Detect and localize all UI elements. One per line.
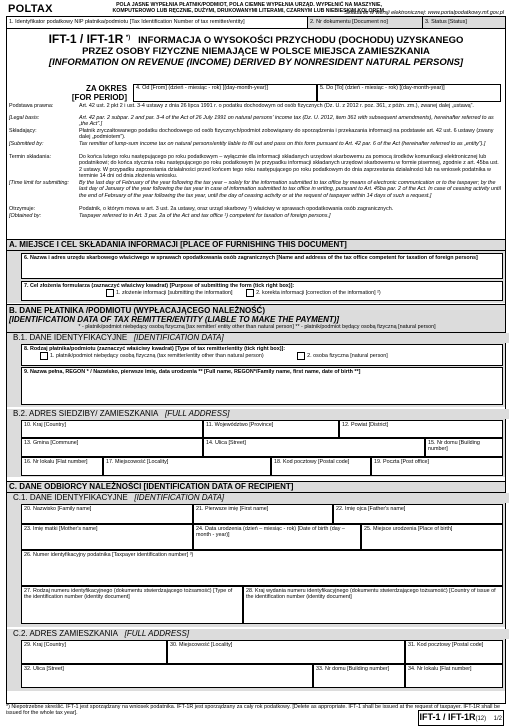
remitter-name-label: 9. Nazwa pełna, REGON * / Nazwisko, pierwsze imię, data urodzenia ** [Full name, REGON*/Family name, first name, date of birth **] bbox=[24, 369, 361, 375]
period-to-field[interactable]: 5. Do [To] (dzień - miesiąc - rok) [(day-month-year)] bbox=[317, 84, 501, 102]
b1-title-en: [IDENTIFICATION DATA] bbox=[133, 333, 224, 342]
period-label-pl: ZA OKRES bbox=[85, 84, 127, 93]
b-street-field[interactable]: 14. Ulica [Street] bbox=[203, 438, 425, 457]
c1-title: C.1. DANE IDENTYFIKACYJNE bbox=[13, 493, 128, 502]
c-country-field[interactable]: 29. Kraj [Country] bbox=[21, 640, 167, 664]
period-from-field[interactable]: 4. Od [From] (dzień - miesiąc - rok) [(day-month-year)] bbox=[133, 84, 317, 102]
submitter-label: Składający: bbox=[9, 128, 37, 134]
form-code-mark: *) bbox=[125, 35, 131, 41]
remitter-natural-label: 2. osoba fizyczna [natural person] bbox=[307, 353, 388, 360]
c-mother-name-field[interactable]: 23. Imię matki [Mother's name] bbox=[21, 524, 193, 550]
deadline-text: Do końca lutego roku następującego po roku podatkowym – wyłącznie dla informacji składanych urzędowi skarbowemu za pomocą środków komunikacji elektronicznej lub podatnikowi; do końca stycznia roku następującego po roku podatkowym (w przypadku informacji składanych urzędowi skarbowemu w formie pisemnej, zgodnie z art. 45ba ust. 2 ustawy. W przypadku zaprzestania działalności przed końcem tego roku następującego po roku podatkowym do dnia zaprzestania działalności lub na wniosek podatnika w terminie 14 dni od dnia złożenia wniosku. bbox=[79, 154, 499, 179]
section-c-heading: C. DANE ODBIORCY NALEŻNOŚCI [IDENTIFICATION DATA OF RECIPIENT] bbox=[7, 481, 505, 493]
c-taxpayer-id-field[interactable]: 26. Numer identyfikacyjny podatnika [Taxpayer identification number] ³) bbox=[21, 550, 503, 586]
recipient-label-en: [Obtained by: bbox=[9, 213, 42, 219]
b-post-office-field[interactable]: 19. Poczta [Post office] bbox=[371, 457, 503, 476]
b1-title: B.1. DANE IDENTYFIKACYJNE bbox=[13, 333, 128, 342]
b-postal-code-field[interactable]: 18. Kod pocztowy [Postal code] bbox=[271, 457, 371, 476]
form-id-code: IFT-1 / IFT-1R bbox=[419, 712, 476, 722]
remitter-type-field bbox=[21, 344, 503, 366]
c-first-name-field[interactable]: 21. Pierwsze imię [First name] bbox=[193, 504, 333, 524]
section-b-title-en: [IDENTIFICATION DATA OF TAX REMITTER/ENTITY (LIABLE TO MAKE THE PAYMENT)] bbox=[9, 315, 340, 324]
title-english: [INFORMATION ON REVENUE (INCOME) DERIVED BY NONRESIDENT NATURAL PERSONS] bbox=[48, 57, 464, 69]
electronic-submission-note: Składanie w wersji elektronicznej: www.portalpodatkowy.mf.gov.pl bbox=[344, 10, 504, 16]
b1-heading bbox=[7, 333, 509, 343]
b2-heading bbox=[7, 409, 509, 419]
c-birth-date-field[interactable]: 24. Data urodzenia (dzień – miesiąc - rok) [Date of birth (day – month - year)] bbox=[193, 524, 361, 550]
b-locality-field[interactable]: 17. Miejscowość [Locality] bbox=[103, 457, 271, 476]
b2-title-en: [FULL ADDRESS] bbox=[165, 409, 230, 418]
tax-office-field[interactable] bbox=[21, 253, 503, 279]
b-province-field[interactable]: 11. Województwo [Province] bbox=[203, 420, 339, 438]
legal-basis-text-en: Art. 42 par. 2 subpar. 2 and par. 3-4 of the Act of 26 July 1991 on natural persons' income tax (Dz. U. 2012, item 361 with subsequent amendments), hereinafter referred to as „the Act”.] bbox=[79, 115, 494, 128]
section-a-heading: A. MIEJSCE I CEL SKŁADANIA INFORMACJI [PLACE OF FURNISHING THIS DOCUMENT] bbox=[7, 239, 505, 251]
period-label-en: [FOR PERIOD] bbox=[71, 93, 127, 102]
title-line1: INFORMACJA O WYSOKOŚCI PRZYCHODU (DOCHODU) UZYSKANEGO bbox=[138, 35, 464, 47]
c-birth-place-field[interactable]: 25. Miejsce urodzenia [Place of birth] bbox=[361, 524, 503, 550]
brand-logo: POLTAX bbox=[8, 3, 53, 15]
section-b-note: * - płatnik/podmiot niebędący osobą fizyczną [tax remitter/ entity other than natural person] ** - płatnik/podmiot będący osobą fizyczną [natural person] bbox=[78, 324, 436, 330]
document-number-field: 2. Nr dokumentu [Document no] bbox=[308, 17, 423, 28]
c2-title: C.2. ADRES ZAMIESZKANIA bbox=[13, 629, 118, 638]
submitter-label-en: [Submitted by: bbox=[9, 141, 44, 147]
form-version: (12) bbox=[475, 716, 487, 722]
legal-basis-label-en: [Legal basis: bbox=[9, 115, 40, 121]
purpose-submit-label: 1. złożenie informacji [submitting the information] bbox=[116, 290, 233, 297]
nip-field[interactable]: 1. Identyfikator podatkowy NIP płatnika/podmiotu [Tax Identification Number of tax remitter/entity] bbox=[7, 17, 308, 28]
remitter-natural-checkbox[interactable] bbox=[297, 352, 305, 360]
submitter-text-en: Tax remitter of lump-sum income tax on natural persons/entity liable to fill out and pass on this form pursuant to Art. 42 par. 6 of the Act (hereinafter referred to as „entity”).] bbox=[79, 141, 486, 147]
legal-basis-label: Podstawa prawna: bbox=[9, 103, 54, 109]
title-line2: PRZEZ OSOBY FIZYCZNE NIEMAJĄCE W POLSCE MIEJSCA ZAMIESZKANIA bbox=[82, 46, 430, 58]
b-flat-field[interactable]: 16. Nr lokalu [Flat number] bbox=[21, 457, 103, 476]
purpose-correction-checkbox[interactable] bbox=[246, 289, 254, 297]
remitter-type-label: 8. Rodzaj płatnika/podmiotu (zaznaczyć właściwy kwadrat) [Type of tax remitter/entity (tick right box)]: bbox=[24, 346, 286, 352]
submitter-text: Płatnik zryczałtowanego podatku dochodowego od osób fizycznych/podmiot zobowiązany do sporządzenia i przekazania informacji na podstawie art. 42 ust. 6 ustawy (zwany dalej „podmiotem”). bbox=[79, 128, 494, 141]
recipient-label: Otrzymuje: bbox=[9, 206, 36, 212]
form-code: IFT-1 / IFT-1R bbox=[48, 32, 124, 47]
c1-heading bbox=[7, 493, 509, 503]
c1-title-en: [IDENTIFICATION DATA] bbox=[134, 493, 225, 502]
c-street-field[interactable]: 32. Ulica [Street] bbox=[21, 664, 313, 688]
section-b-heading bbox=[7, 304, 505, 333]
deadline-text-en: By the last day of February of the year following the tax year – solely for the information submitted to tax office by means of electronic communication or to the taxpayer; by the last day of January of the year following the tax year in case of information submitted to tax office in writing, pursuant to Art. 45ba par. 2 of the Act. In case of ceasing activity until the end of February of the year following the tax year, until the day of ceasing activity or at the request of taxpayer within 14 days of such a request.] bbox=[79, 180, 501, 199]
c-id-country-field[interactable]: 28. Kraj wydania numeru identyfikacyjnego (dokumentu stwierdzającego tożsamość) [Country of issue of the identification number (identity document] bbox=[243, 586, 503, 624]
section-b-title: B. DANE PŁATNIKA /PODMIOTU (WYPŁACAJĄCEGO NALEŻNOŚĆ) bbox=[9, 306, 265, 315]
b-district-field[interactable]: 12. Powiat [District] bbox=[339, 420, 503, 438]
deadline-label-en: [Time limit for submitting: bbox=[9, 180, 69, 186]
c2-heading bbox=[7, 629, 509, 639]
fill-instructions: POLA JASNE WYPEŁNIA PŁATNIK/PODMIOT, POLA CIEMNE WYPEŁNIA URZĄD. WYPEŁNIĆ NA MASZYNIE, KOMPUTEROWO LUB RĘCZNIE, DUŻYMI, DRUKOWANYMI LITERAMI, CZARNYM LUB NIEBIESKIM KOLOREM. bbox=[112, 2, 386, 14]
purpose-submit-checkbox[interactable] bbox=[106, 289, 114, 297]
b2-title: B.2. ADRES SIEDZIBY/ ZAMIESZKANIA bbox=[13, 409, 159, 418]
form-frame bbox=[6, 16, 506, 704]
c2-title-en: [FULL ADDRESS] bbox=[124, 629, 190, 638]
form-id bbox=[419, 712, 502, 722]
c-father-name-field[interactable]: 22. Imię ojca [Father's name] bbox=[333, 504, 503, 524]
purpose-label: 7. Cel złożenia formularza (zaznaczyć właściwy kwadrat) [Purpose of submitting the form (tick right box)]: bbox=[24, 283, 295, 289]
recipient-text-en: Taxpayer referred to in Art. 3 par. 2a of the Act and tax office ¹) competent for taxation of foreign persons.] bbox=[79, 213, 331, 219]
c-building-field[interactable]: 33. Nr domu [Building number] bbox=[313, 664, 405, 688]
legal-basis-text: Art. 42 ust. 2 pkt 2 i ust. 3-4 ustawy z dnia 26 lipca 1991 r. o podatku dochodowym od osób fizycznych (Dz. U. z 2012 r. poz. 361, z późn. zm.), zwanej dalej „ustawą”. bbox=[79, 103, 474, 109]
remitter-not-natural-label: 1. płatnik/podmiot niebędący osobą fizyczną (tax remitter/entity other than natural person) bbox=[50, 353, 264, 360]
c-family-name-field[interactable]: 20. Nazwisko [Family name] bbox=[21, 504, 193, 524]
page-number: 1/2 bbox=[493, 716, 502, 722]
status-field: 3. Status [Status] bbox=[423, 17, 505, 28]
remitter-name-field[interactable] bbox=[21, 367, 503, 405]
deadline-label: Termin składania: bbox=[9, 154, 51, 160]
purpose-field bbox=[21, 281, 503, 301]
footer-note: *) Niepotrzebne skreślić. IFT-1 jest sporządzany na wniosek podatnika. IFT-1R jest sporządzany za cały rok podatkowy. [Delete as appropriate. IFT-1 shall be issued at the request of taxpayer. IFT-1R shall be issued for the whole tax year]. bbox=[6, 704, 500, 716]
c-postal-code-field[interactable]: 31. Kod pocztowy [Postal code] bbox=[405, 640, 503, 664]
purpose-correction-label: 2. korekta informacji [correction of the information] ²) bbox=[256, 290, 381, 297]
c-id-type-field[interactable]: 27. Rodzaj numeru identyfikacyjnego (dokumentu stwierdzającego tożsamość) [Type of the identification number (identity document] bbox=[21, 586, 243, 624]
c-flat-field[interactable]: 34. Nr lokalu [Flat number] bbox=[405, 664, 503, 688]
b-building-field[interactable]: 15. Nr domu [Building number] bbox=[425, 438, 503, 457]
tax-office-label: 6. Nazwa i adres urzędu skarbowego właściwego w sprawach opodatkowania osób zagranicznych [Name and address of the tax office competent for taxation of foreign persons] bbox=[24, 255, 478, 261]
header-row bbox=[7, 17, 505, 29]
period-label bbox=[7, 84, 127, 102]
c-locality-field[interactable]: 30. Miejscowość [Locality] bbox=[167, 640, 405, 664]
recipient-text: Podatnik, o którym mowa w art. 3 ust. 2a ustawy, oraz urząd skarbowy ¹) właściwy w sprawach opodatkowania osób zagranicznych. bbox=[79, 206, 394, 212]
b-commune-field[interactable]: 13. Gmina [Commune] bbox=[21, 438, 203, 457]
b-country-field[interactable]: 10. Kraj [Country] bbox=[21, 420, 203, 438]
remitter-not-natural-checkbox[interactable] bbox=[40, 352, 48, 360]
